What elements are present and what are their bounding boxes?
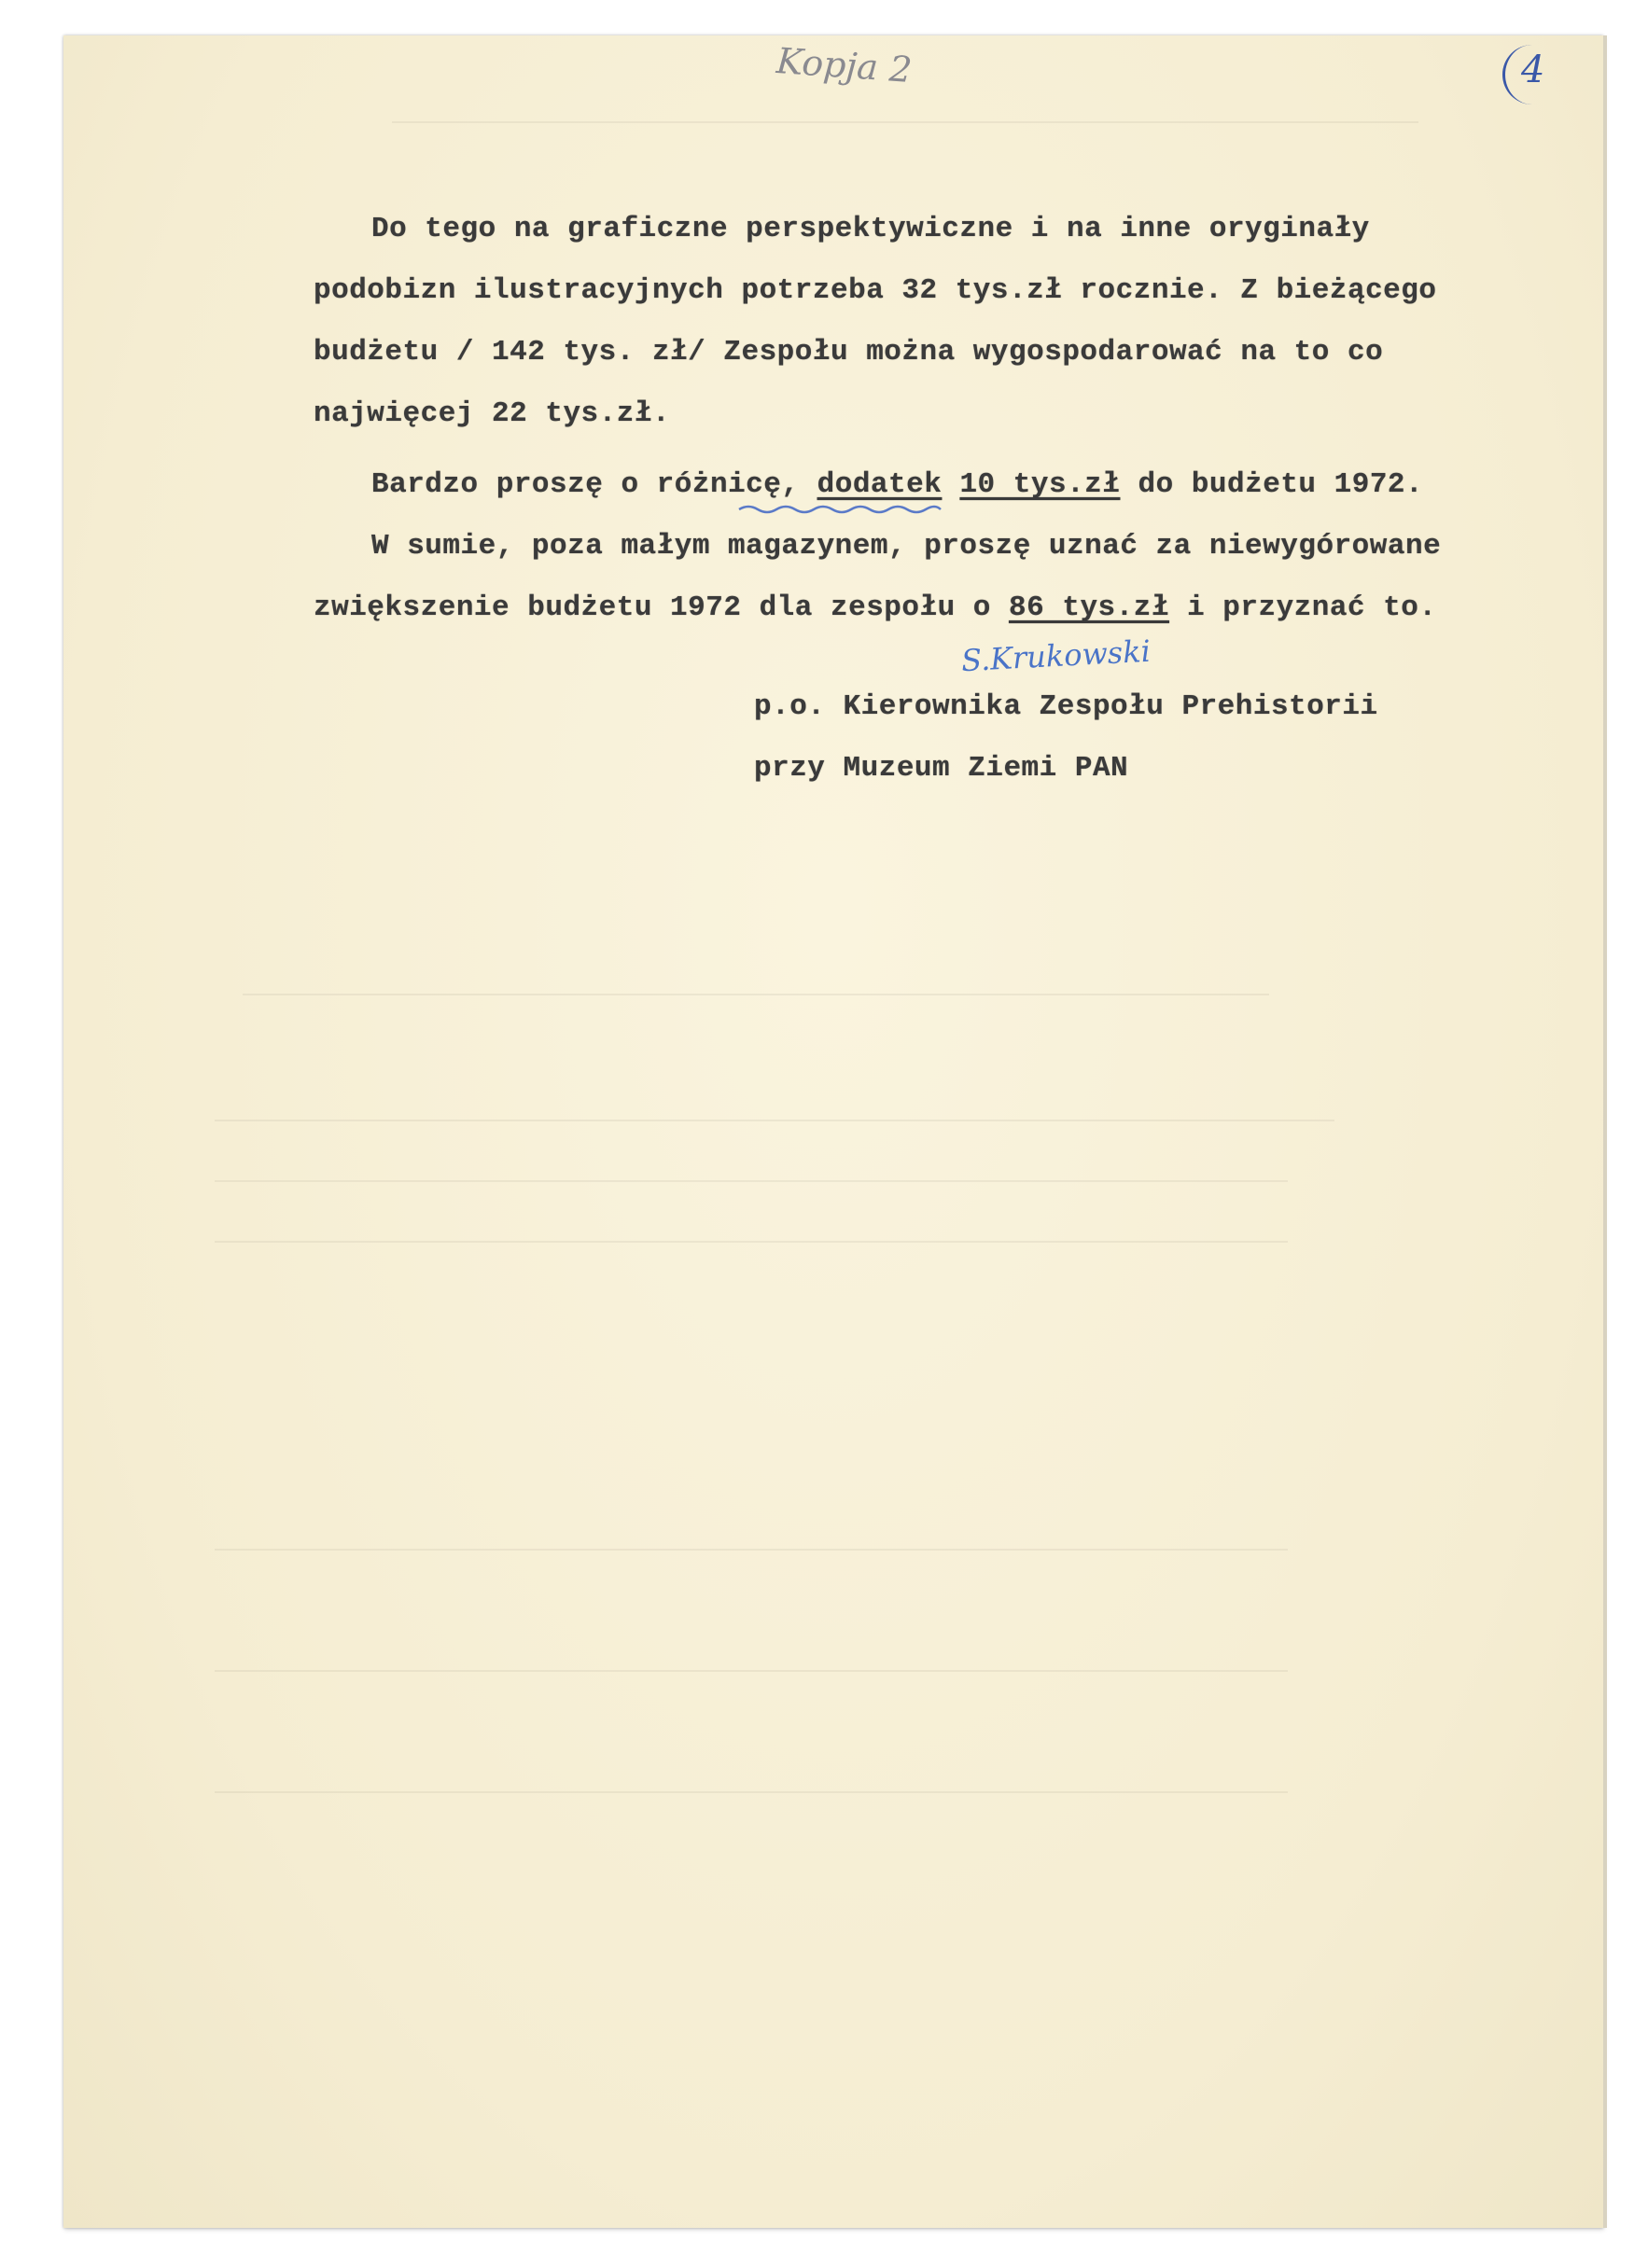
paragraph1-line1: Do tego na graficzne perspektywiczne i na inne oryginały — [371, 213, 1370, 245]
paragraph2-wavy-word: różnicę — [656, 468, 782, 501]
paragraph2-line — [371, 468, 1423, 501]
show-through-line — [215, 1670, 1288, 1672]
paragraph3-prefix: zwiększenie budżetu 1972 dla zespołu o — [314, 591, 1010, 624]
show-through-line — [215, 1120, 1334, 1121]
show-through-line — [215, 1241, 1288, 1243]
signatory-institution: przy Muzeum Ziemi PAN — [754, 752, 1129, 785]
paragraph2-suffix: do budżetu 1972. — [1120, 468, 1424, 501]
paragraph2-underlined-amount: 10 tys.zł — [959, 468, 1121, 501]
paragraph2-mid: , — [781, 468, 817, 501]
page-number: 4 — [1521, 49, 1545, 91]
paragraph3-line2 — [314, 591, 1437, 624]
paragraph1-line2: podobizn ilustracyjnych potrzeba 32 tys.zł rocznie. Z bieżącego — [314, 274, 1437, 307]
handwritten-signature: S.Krukowski — [960, 633, 1152, 679]
show-through-line — [215, 1791, 1288, 1793]
paragraph3-underlined-amount: 86 tys.zł — [1009, 591, 1169, 624]
show-through-line — [243, 994, 1269, 995]
signatory-title: p.o. Kierownika Zespołu Prehistorii — [754, 690, 1378, 723]
paragraph2-underlined-word: dodatek — [817, 468, 943, 501]
handwritten-top-note: Kopja 2 — [775, 39, 914, 91]
paragraph2-space — [942, 468, 959, 501]
paragraph2-prefix: Bardzo proszę o — [371, 468, 657, 501]
show-through-line — [215, 1549, 1288, 1551]
paragraph3-line1: W sumie, poza małym magazynem, proszę uznać za niewygórowane — [371, 530, 1442, 563]
paragraph1-line3: budżetu / 142 tys. zł/ Zespołu można wygospodarować na to co — [314, 336, 1384, 369]
show-through-line — [392, 121, 1418, 123]
show-through-line — [215, 1180, 1288, 1182]
paragraph1-line4: najwięcej 22 tys.zł. — [314, 397, 671, 430]
wavy-underline-mark — [737, 502, 943, 517]
page-edge — [1603, 35, 1607, 2228]
paragraph3-suffix: i przyznać to. — [1168, 591, 1437, 624]
